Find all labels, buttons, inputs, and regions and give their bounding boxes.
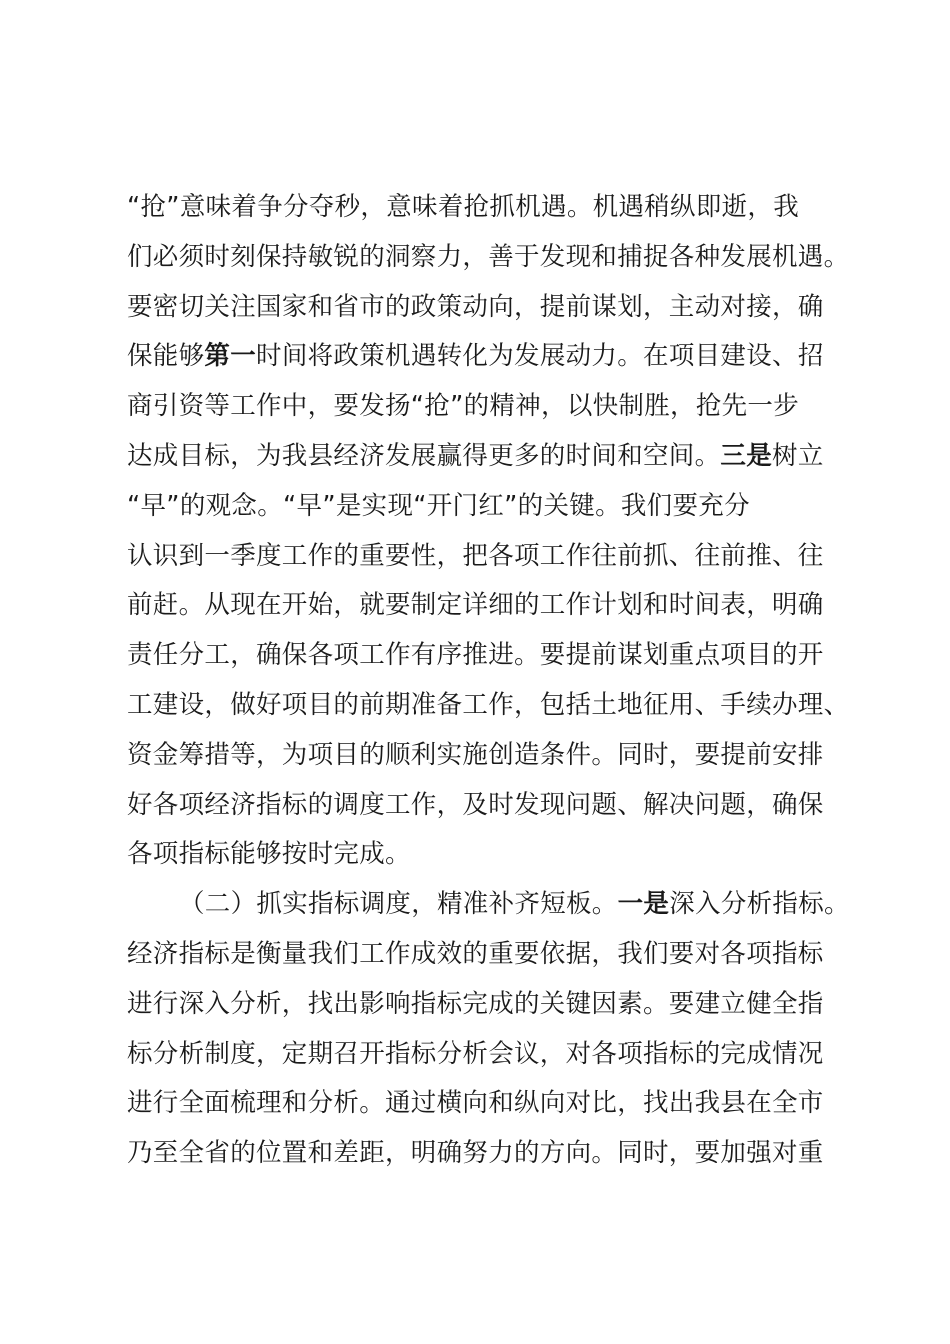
text-segment: 时间将政策机遇转化为发展动力。在项目建设、招 [256,341,824,372]
text-segment: 要密切关注国家和省市的政策动向，提前谋划，主动对接，确 [127,291,824,322]
text-segment: 乃至全省的位置和差距，明确努力的方向。同时，要加强对重 [127,1138,824,1169]
text-segment: 认识到一季度工作的重要性，把各项工作往前抓、往前推、往 [127,540,824,571]
text-segment: 经济指标是衡量我们工作成效的重要依据，我们要对各项指标 [127,938,824,969]
text-line [127,1129,847,1179]
text-line [127,332,847,382]
text-line [127,283,847,333]
bold-text-segment: 三是 [720,440,773,471]
text-line [127,681,850,731]
text-line [127,980,847,1030]
text-line [127,731,847,781]
text-segment: （二）抓实指标调度，精准补齐短板。 [179,889,618,920]
text-line [127,930,847,980]
text-segment: 前赶。从现在开始，就要制定详细的工作计划和时间表，明确 [127,590,824,621]
text-segment: 达成目标，为我县经济发展赢得更多的时间和空间。 [127,440,721,471]
text-line [127,631,847,681]
text-segment: 标分析制度，定期召开指标分析会议，对各项指标的完成情况 [127,1038,824,1069]
text-line [127,830,847,880]
bold-text-segment: 第一 [204,341,257,372]
text-segment: 工建设，做好项目的前期准备工作，包括土地征用、手续办理、 [127,689,850,720]
text-line [127,432,847,482]
text-line [127,183,847,233]
text-segment: 们必须时刻保持敏锐的洞察力，善于发现和捕捉各种发展机遇。 [127,241,850,272]
text-line [127,382,847,432]
text-segment: 资金筹措等，为项目的顺利实施创造条件。同时，要提前安排 [127,739,824,770]
text-line [127,581,847,631]
bold-text-segment: 一是 [617,889,670,920]
text-line [127,1030,847,1080]
text-segment: 进行深入分析，找出影响指标完成的关键因素。要建立健全指 [127,988,824,1019]
text-line [127,880,850,930]
body-text [127,183,850,1179]
text-segment: “早”的观念。“早”是实现“开门红”的关键。我们要充分 [127,490,750,521]
text-line [127,233,850,283]
text-segment: “抢”意味着争分夺秒，意味着抢抓机遇。机遇稍纵即逝，我 [127,192,800,222]
text-line [127,1079,847,1129]
text-segment: 好各项经济指标的调度工作，及时发现问题、解决问题，确保 [127,789,824,820]
text-line [127,532,847,582]
text-segment: 进行全面梳理和分析。通过横向和纵向对比，找出我县在全市 [127,1088,824,1119]
text-line [127,781,847,831]
text-segment: 商引资等工作中，要发扬“抢”的精神，以快制胜，抢先一步 [127,391,800,422]
text-segment: 责任分工，确保各项工作有序推进。要提前谋划重点项目的开 [127,640,824,671]
text-segment: 各项指标能够按时完成。 [127,839,411,870]
text-segment: 保能够 [127,341,205,372]
text-line [127,482,847,532]
text-segment: 树立 [772,440,824,471]
text-segment: 深入分析指标。 [669,889,850,920]
